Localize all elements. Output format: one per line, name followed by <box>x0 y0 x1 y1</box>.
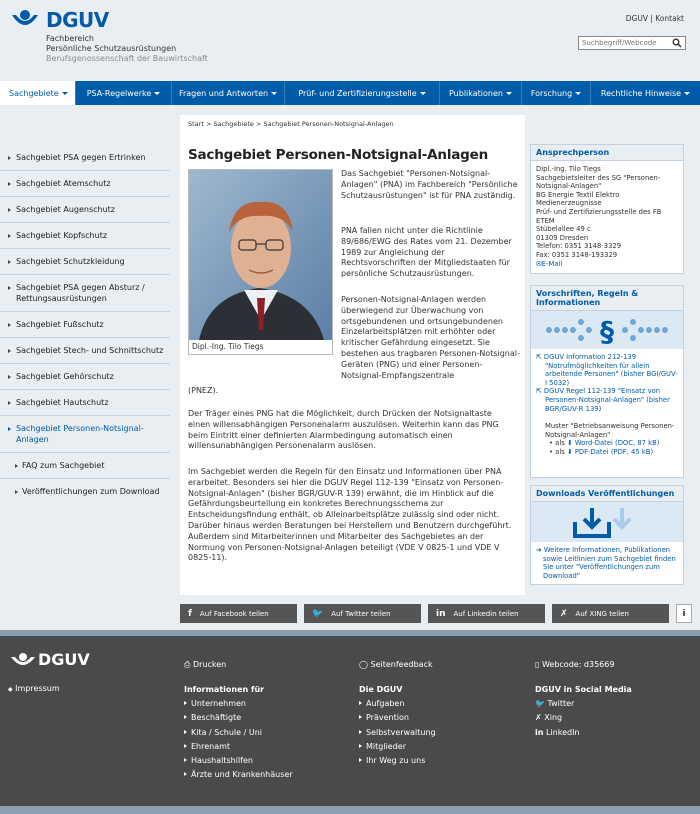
logo-subtitle-2: Persönliche Schutzausrüstungen <box>46 44 177 53</box>
logo-subtitle-3: Berufsgenossenschaft der Bauwirtschaft <box>46 54 208 63</box>
footer-col3 <box>535 683 632 740</box>
svg-text:§: § <box>600 315 614 348</box>
footer-logo-text[interactable]: DGUV <box>38 650 90 669</box>
sidebar-subitem[interactable]: Veröffentlichungen zum Download <box>0 478 170 504</box>
footer <box>0 636 700 806</box>
rules-link-2[interactable]: ⇱ DGUV Regel 112-139 "Einsatz von Personen-Notsignal-Anlagen" (bisher BGR/GUV-R 139) <box>536 387 670 413</box>
footer-col3-heading: DGUV in Social Media <box>535 685 632 694</box>
top-links[interactable]: DGUV | Kontakt <box>625 14 684 23</box>
nav-sachgebiete[interactable]: Sachgebiete <box>0 81 76 105</box>
arrow-right-icon <box>8 260 11 264</box>
contact-photo <box>188 169 333 355</box>
sidebar <box>0 145 170 504</box>
sidebar-subitem[interactable]: FAQ zum Sachgebiet <box>0 452 170 478</box>
facebook-share-button[interactable]: f Auf Facebook teilen <box>180 604 297 623</box>
downloads-link[interactable]: ➔ Weitere Informationen, Publikationen sowie Leitlinien zum Sachgebiet finden Sie unter "Veröffentlichungen zum Download" <box>536 546 676 580</box>
portrait-image <box>189 170 332 340</box>
download-icon: ⬇ <box>566 439 573 448</box>
sidebar-item[interactable]: Sachgebiet Kopfschutz <box>0 222 170 248</box>
linkedin-share-button[interactable]: in Auf Linkedin teilen <box>428 604 545 623</box>
arrow-right-icon <box>8 323 11 327</box>
arrow-right-icon <box>8 375 11 379</box>
contact-line: Dipl.-Ing. Tilo Tiegs <box>536 165 601 173</box>
contact-line: 01309 Dresden <box>536 233 589 242</box>
arrow-right-icon <box>15 490 18 494</box>
info-button[interactable]: i <box>676 604 692 623</box>
footer-col2 <box>359 683 436 768</box>
webcode: ▯ Webcode: d35669 <box>535 660 615 669</box>
paragraph-5: Im Sachgebiet werden die Regeln für den Einsatz und Informationen über PNA erarbeitet. Besonders sei hier die DGUV Regel 112-139 "Einsatz von Personen-Notsignal-Anlagen" (bisher BGR/GUV-R 139) erwähnt, die im Hinblick auf die Gefährdungsbeurteilung ein konkretes Berechnungsschema zur Entscheidungsfindung enthält, ob Alleinarbeitsplätze zulässig sind oder nicht. Darüber hinaus werden Beratungen bei Herstellern und Benutzern durchgeführt. Außerdem sind Mitarbeiterinnen und Mitarbeiter des Sachgebietes an der Normung von Personen-Notsignal-Anlagen beteiligt (VDE V 0825-1 und VDE V 0825-11). <box>188 467 512 563</box>
mail-icon: ✉ <box>536 259 542 268</box>
contact-heading: Ansprechperson <box>531 145 683 161</box>
linkedin-icon: in <box>535 727 544 737</box>
footer-link[interactable]: Aufgaben <box>359 697 436 711</box>
arrow-right-icon <box>8 208 11 212</box>
xing-icon: ✗ <box>560 608 568 619</box>
page-title: Sachgebiet Personen-Notsignal-Anlagen <box>188 147 488 163</box>
photo-caption: Dipl.-Ing. Tilo Tiegs <box>192 342 264 351</box>
sidebar-item[interactable]: Sachgebiet Hautschutz <box>0 389 170 415</box>
arrow-right-icon <box>8 286 11 290</box>
main-content <box>180 115 525 595</box>
nav-rechtliche-hinweise[interactable]: Rechtliche Hinweise <box>591 81 700 105</box>
arrow-right-icon <box>8 182 11 186</box>
paragraph-2: PNA fallen nicht unter die Richtlinie 89/686/EWG des Rates vom 21. Dezember 1989 zur Angleichung der Rechtsvorschriften der Mitgliedstaaten für persönliche Schutzausrüstungen. <box>341 226 512 279</box>
dguv-logo-icon <box>10 653 36 671</box>
download-tray-icon <box>567 504 647 540</box>
pdf-download[interactable]: • als ⬇ PDF-Datei (PDF, 45 kB) <box>549 447 654 456</box>
twitter-link[interactable]: 🐦 Twitter <box>535 699 575 709</box>
contact-line: Stübelallee 49 c <box>536 225 591 234</box>
search-box[interactable] <box>578 36 686 50</box>
paragraph-4: Der Träger eines PNG hat die Möglichkeit, durch Drücken der Notsignaltaste einen willensabhängigen Personenalarm auszulösen. Weiterhin kann das PNG beim Eintritt einer definierten Alarmbedingung automatisch einen willensunabhängigen Personenalarm auslösen. <box>188 409 499 451</box>
footer-link[interactable]: Unternehmen <box>184 697 293 711</box>
contact-line: Prüf- und Zertifizierungsstelle des FB ETEM <box>536 207 662 225</box>
paragraph-3: Personen-Notsignal-Anlagen werden überwiegend zur Überwachung von ortsgebundenen und ortsungebundenen Einzelarbeitsplätzen mit erhöhter oder kritischer Gefährdung eingesetzt. Sie bestehen aus tragbaren Personen-Notsignal-Geräten (PNG) und einer Personen-Notsignal-Empfangszentrale <box>341 295 520 380</box>
download-banner <box>531 502 683 542</box>
contact-box <box>530 144 684 274</box>
footer-link[interactable]: Mitglieder <box>359 740 436 754</box>
downloads-heading: Downloads Veröffentlichungen <box>531 486 683 502</box>
xing-share-button[interactable]: ✗ Auf XING teilen <box>552 604 669 623</box>
paragraph-icon <box>537 312 677 348</box>
footer-strip-bottom <box>0 806 700 814</box>
nav-fragen-antworten[interactable]: Fragen und Antworten <box>172 81 285 105</box>
paragraph-3-end: (PNEZ). <box>188 386 219 395</box>
rules-link-1[interactable]: ⇱ DGUV Information 212-139 "Notrufmöglichkeiten für allein arbeitende Personen" (bisher BGI/GUV-I 5032) <box>536 353 678 387</box>
xing-icon: ✗ <box>535 713 542 723</box>
arrow-right-icon <box>8 427 11 431</box>
arrow-right-icon <box>8 234 11 238</box>
main-nav <box>0 81 700 105</box>
contact-line: Sachgebietsleiter des SG "Personen-Notsignal-Anlagen" <box>536 173 661 191</box>
rules-heading: Vorschriften, Regeln & Informationen <box>531 286 683 311</box>
sidebar-item[interactable]: Sachgebiet Gehörschutz <box>0 363 170 389</box>
contact-line: Medienerzeugnisse <box>536 199 602 208</box>
logo-text[interactable]: DGUV <box>46 8 109 32</box>
linkedin-link[interactable]: in LinkedIn <box>535 727 580 737</box>
twitter-icon: 🐦 <box>312 608 324 619</box>
xing-link[interactable]: ✗ Xing <box>535 713 563 723</box>
contact-details <box>531 161 683 272</box>
sidebar-item[interactable]: Sachgebiet Augenschutz <box>0 196 170 222</box>
sidebar-item[interactable]: Sachgebiet Schutzkleidung <box>0 248 170 274</box>
breadcrumb[interactable]: Start > Sachgebiete > Sachgebiet Personen-Notsignal-Anlagen <box>188 120 394 128</box>
contact-line: Fax: 0351 3148-193329 <box>536 250 618 259</box>
search-icon[interactable] <box>672 38 682 48</box>
linkedin-icon: in <box>436 608 446 619</box>
nav-psa-regelwerke[interactable]: PSA-Regelwerke <box>76 81 172 105</box>
footer-link[interactable]: Ärzte und Krankenhäuser <box>184 768 293 782</box>
nav-publikationen[interactable]: Publikationen <box>440 81 522 105</box>
footer-link[interactable]: Selbstverwaltung <box>359 726 436 740</box>
word-download[interactable]: • als ⬇ Word-Datei (DOC, 87 kB) <box>549 439 660 448</box>
sidebar-item[interactable]: Sachgebiet Stech- und Schnittschutz <box>0 337 170 363</box>
paragraph-1: Das Sachgebiet "Personen-Notsignal-Anlagen" (PNA) im Fachbereich "Persönliche Schutzausrüstungen" ist für PNA zuständig. <box>341 169 518 200</box>
nav-forschung[interactable]: Forschung <box>522 81 591 105</box>
email-link[interactable]: ✉E-Mail <box>536 259 563 268</box>
impressum-link[interactable]: ◆ Impressum <box>8 684 60 693</box>
logo-subtitle-1: Fachbereich <box>46 34 94 43</box>
rules-links <box>531 349 683 461</box>
nav-pruef-zertifizierungsstelle[interactable]: Prüf- und Zertifizierungsstelle <box>285 81 440 105</box>
sidebar-item[interactable]: Sachgebiet Fußschutz <box>0 311 170 337</box>
rules-box <box>530 285 684 478</box>
feedback-link[interactable]: ◯ Seitenfeedback <box>359 660 433 669</box>
site-header <box>0 0 700 80</box>
sidebar-item-active[interactable]: Sachgebiet Personen-Notsignal-Anlagen <box>0 415 170 452</box>
footer-col1-heading: Informationen für <box>184 685 265 694</box>
footer-link[interactable]: Kita / Schule / Uni <box>184 726 293 740</box>
contact-line: Telefon: 0351 3148-3329 <box>536 242 622 251</box>
download-icon: ⬇ <box>566 447 573 456</box>
print-link[interactable]: ⎙ Drucken <box>184 660 227 669</box>
printer-icon: ⎙ <box>184 660 191 669</box>
arrow-right-icon <box>8 156 11 160</box>
footer-link[interactable]: Prävention <box>359 711 436 725</box>
arrow-right-icon <box>15 464 18 468</box>
search-input[interactable] <box>579 39 669 47</box>
sidebar-item[interactable]: Sachgebiet Atemschutz <box>0 170 170 196</box>
twitter-icon: 🐦 <box>535 699 545 709</box>
footer-col2-heading: Die DGUV <box>359 685 403 694</box>
facebook-icon: f <box>188 608 192 619</box>
footer-link[interactable]: Ehrenamt <box>184 740 293 754</box>
arrow-right-icon <box>8 349 11 353</box>
speech-bubble-icon: ◯ <box>359 660 368 669</box>
document-icon: ▯ <box>535 660 540 669</box>
sidebar-item[interactable]: Sachgebiet PSA gegen Ertrinken <box>0 145 170 170</box>
muster-text: Muster "Betriebsanweisung Personen-Notsignal-Anlagen" <box>545 422 675 439</box>
downloads-box <box>530 485 684 585</box>
paragraph-symbol-banner <box>531 311 683 349</box>
footer-link[interactable]: Beschäftigte <box>184 711 293 725</box>
twitter-share-button[interactable]: 🐦 Auf Twitter teilen <box>304 604 421 623</box>
footer-col1 <box>184 683 293 782</box>
footer-link[interactable]: Ihr Weg zu uns <box>359 754 436 768</box>
arrow-right-icon <box>8 401 11 405</box>
contact-line: BG Energie Textil Elektro <box>536 190 620 199</box>
footer-link[interactable]: Haushaltshilfen <box>184 754 293 768</box>
sidebar-item[interactable]: Sachgebiet PSA gegen Absturz / Rettungsausrüstungen <box>0 274 170 311</box>
dguv-logo-icon[interactable] <box>10 9 40 33</box>
